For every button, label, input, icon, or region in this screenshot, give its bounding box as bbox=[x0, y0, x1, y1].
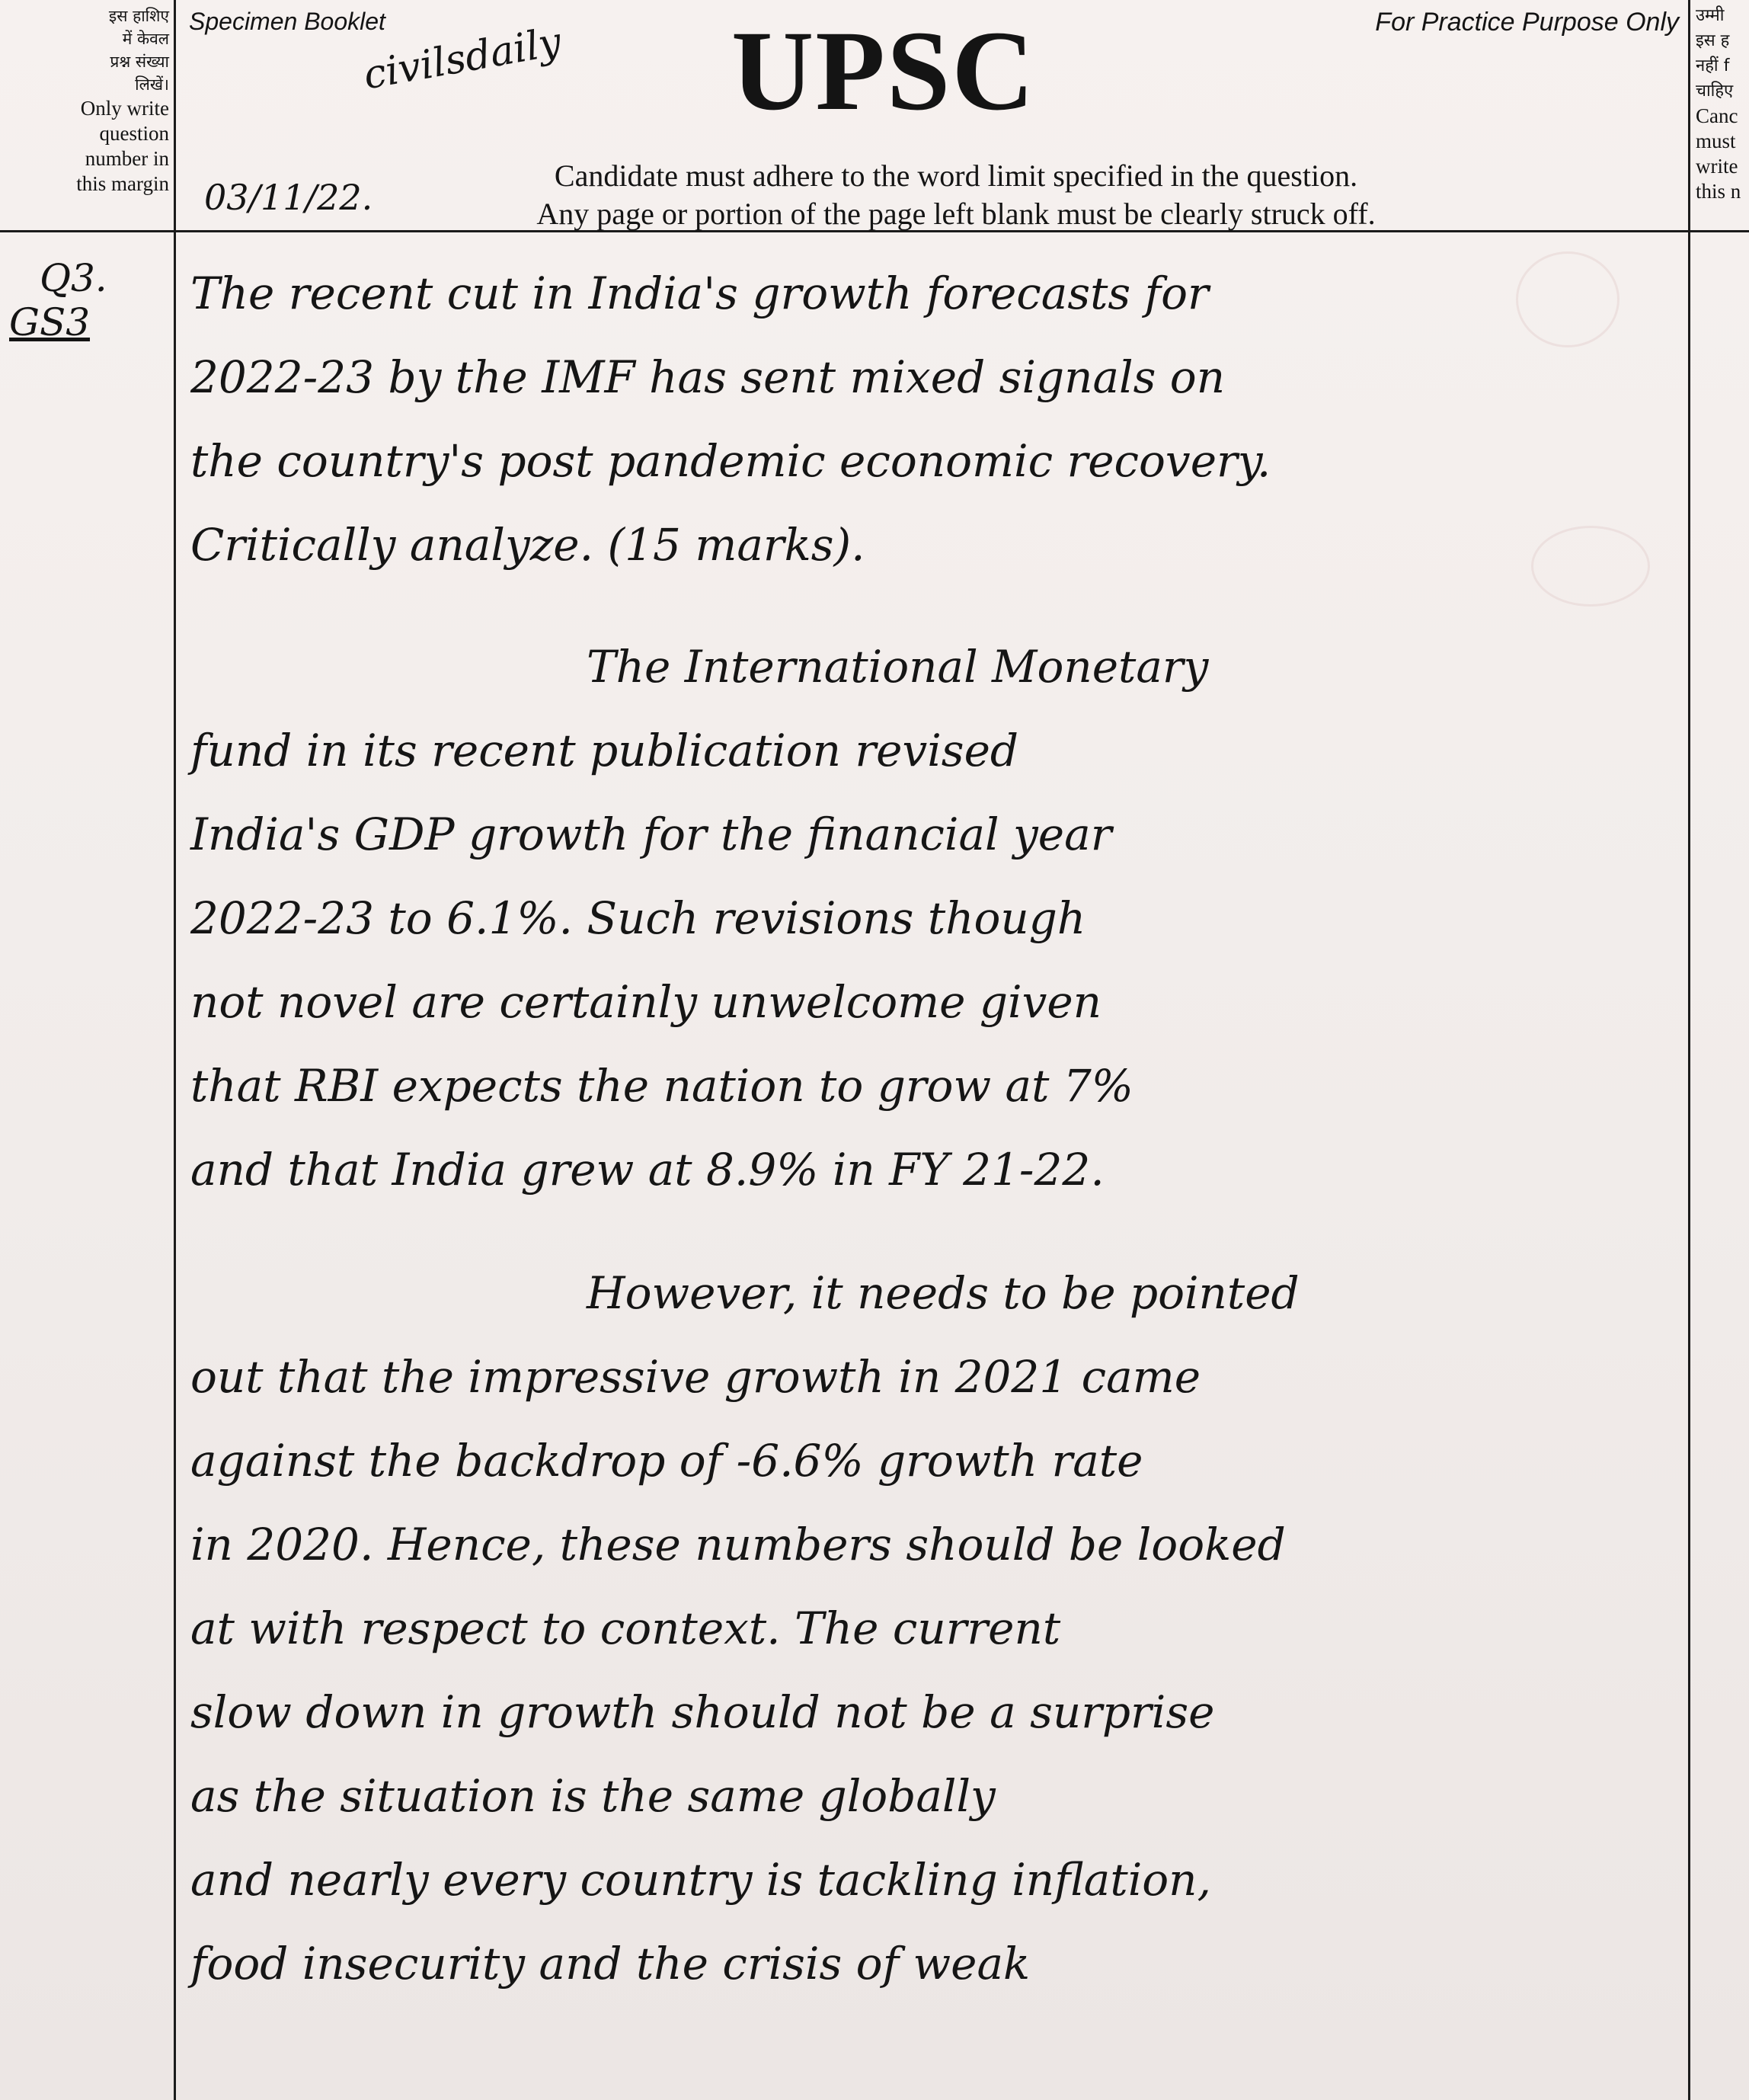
margin-english-line: Only write bbox=[80, 97, 169, 120]
right-margin-english-line: Canc bbox=[1696, 104, 1738, 127]
answer-line: The International Monetary bbox=[587, 641, 1209, 693]
right-margin-english-line: write bbox=[1696, 155, 1738, 178]
answer-line: food insecurity and the crisis of weak bbox=[190, 1938, 1031, 1990]
spacer bbox=[190, 587, 1699, 625]
margin-english-line: this margin bbox=[76, 172, 169, 195]
instruction-line: Candidate must adhere to the word limit specified in the question. bbox=[554, 158, 1358, 193]
handwritten-date: 03/11/22. bbox=[204, 177, 373, 218]
answer-line: against the backdrop of -6.6% growth rate bbox=[190, 1435, 1143, 1487]
answer-line: India's GDP growth for the financial year bbox=[190, 808, 1112, 860]
instruction-line: Any page or portion of the page left blank must be clearly struck off. bbox=[536, 197, 1376, 231]
question-line: 2022-23 by the IMF has sent mixed signals on bbox=[190, 351, 1226, 403]
right-margin-instruction bbox=[1696, 3, 1749, 204]
answer-line: and that India grew at 8.9% in FY 21-22. bbox=[190, 1144, 1105, 1196]
specimen-label: Specimen Booklet bbox=[189, 8, 385, 35]
question-line: The recent cut in India's growth forecasts for bbox=[190, 267, 1209, 319]
answer-line: 2022-23 to 6.1%. Such revisions though bbox=[190, 892, 1086, 944]
question-number bbox=[9, 256, 107, 344]
left-margin-line bbox=[174, 0, 176, 2100]
answer-line: out that the impressive growth in 2021 came bbox=[190, 1351, 1201, 1403]
right-margin-hindi-line: नहीं f bbox=[1696, 56, 1730, 75]
margin-hindi-line: लिखें। bbox=[135, 75, 169, 94]
question-line: the country's post pandemic economic recovery. bbox=[190, 435, 1271, 487]
margin-english-line: number in bbox=[85, 147, 169, 170]
right-margin-hindi-line: उम्मी bbox=[1696, 6, 1725, 25]
answer-line: slow down in growth should not be a surprise bbox=[190, 1686, 1215, 1738]
right-margin-hindi-line: चाहिए bbox=[1696, 82, 1734, 101]
margin-hindi-line: प्रश्न संख्या bbox=[110, 53, 169, 71]
answer-line: fund in its recent publication revised bbox=[190, 725, 1019, 776]
answer-line: as the situation is the same globally bbox=[190, 1770, 996, 1822]
question-line: Critically analyze. (15 marks). bbox=[190, 519, 865, 571]
margin-hindi-line: इस हाशिए bbox=[108, 7, 169, 25]
question-number-text: Q3. bbox=[40, 256, 107, 300]
handwritten-stamp: civilsdaily bbox=[360, 18, 565, 99]
page-title: UPSC bbox=[731, 8, 1036, 134]
practice-label: For Practice Purpose Only bbox=[1375, 8, 1679, 37]
right-margin-english-line: this n bbox=[1696, 180, 1741, 203]
instructions bbox=[396, 157, 1516, 233]
margin-hindi-line: में केवल bbox=[122, 30, 169, 48]
right-margin-english-line: must bbox=[1696, 130, 1736, 152]
margin-english-line: question bbox=[99, 122, 169, 145]
answer-line: and nearly every country is tackling inflation, bbox=[190, 1854, 1211, 1906]
answer-body bbox=[190, 251, 1699, 2006]
answer-line: at with respect to context. The current bbox=[190, 1602, 1061, 1654]
answer-line: However, it needs to be pointed bbox=[587, 1267, 1300, 1319]
answer-line: that RBI expects the nation to grow at 7% bbox=[190, 1060, 1133, 1112]
margin-instruction bbox=[0, 5, 169, 197]
paper-code: GS3 bbox=[9, 300, 91, 344]
answer-line: in 2020. Hence, these numbers should be looked bbox=[190, 1519, 1286, 1570]
spacer bbox=[190, 1212, 1699, 1251]
right-margin-hindi-line: इस ह bbox=[1696, 31, 1730, 50]
answer-line: not novel are certainly unwelcome given bbox=[190, 976, 1102, 1028]
